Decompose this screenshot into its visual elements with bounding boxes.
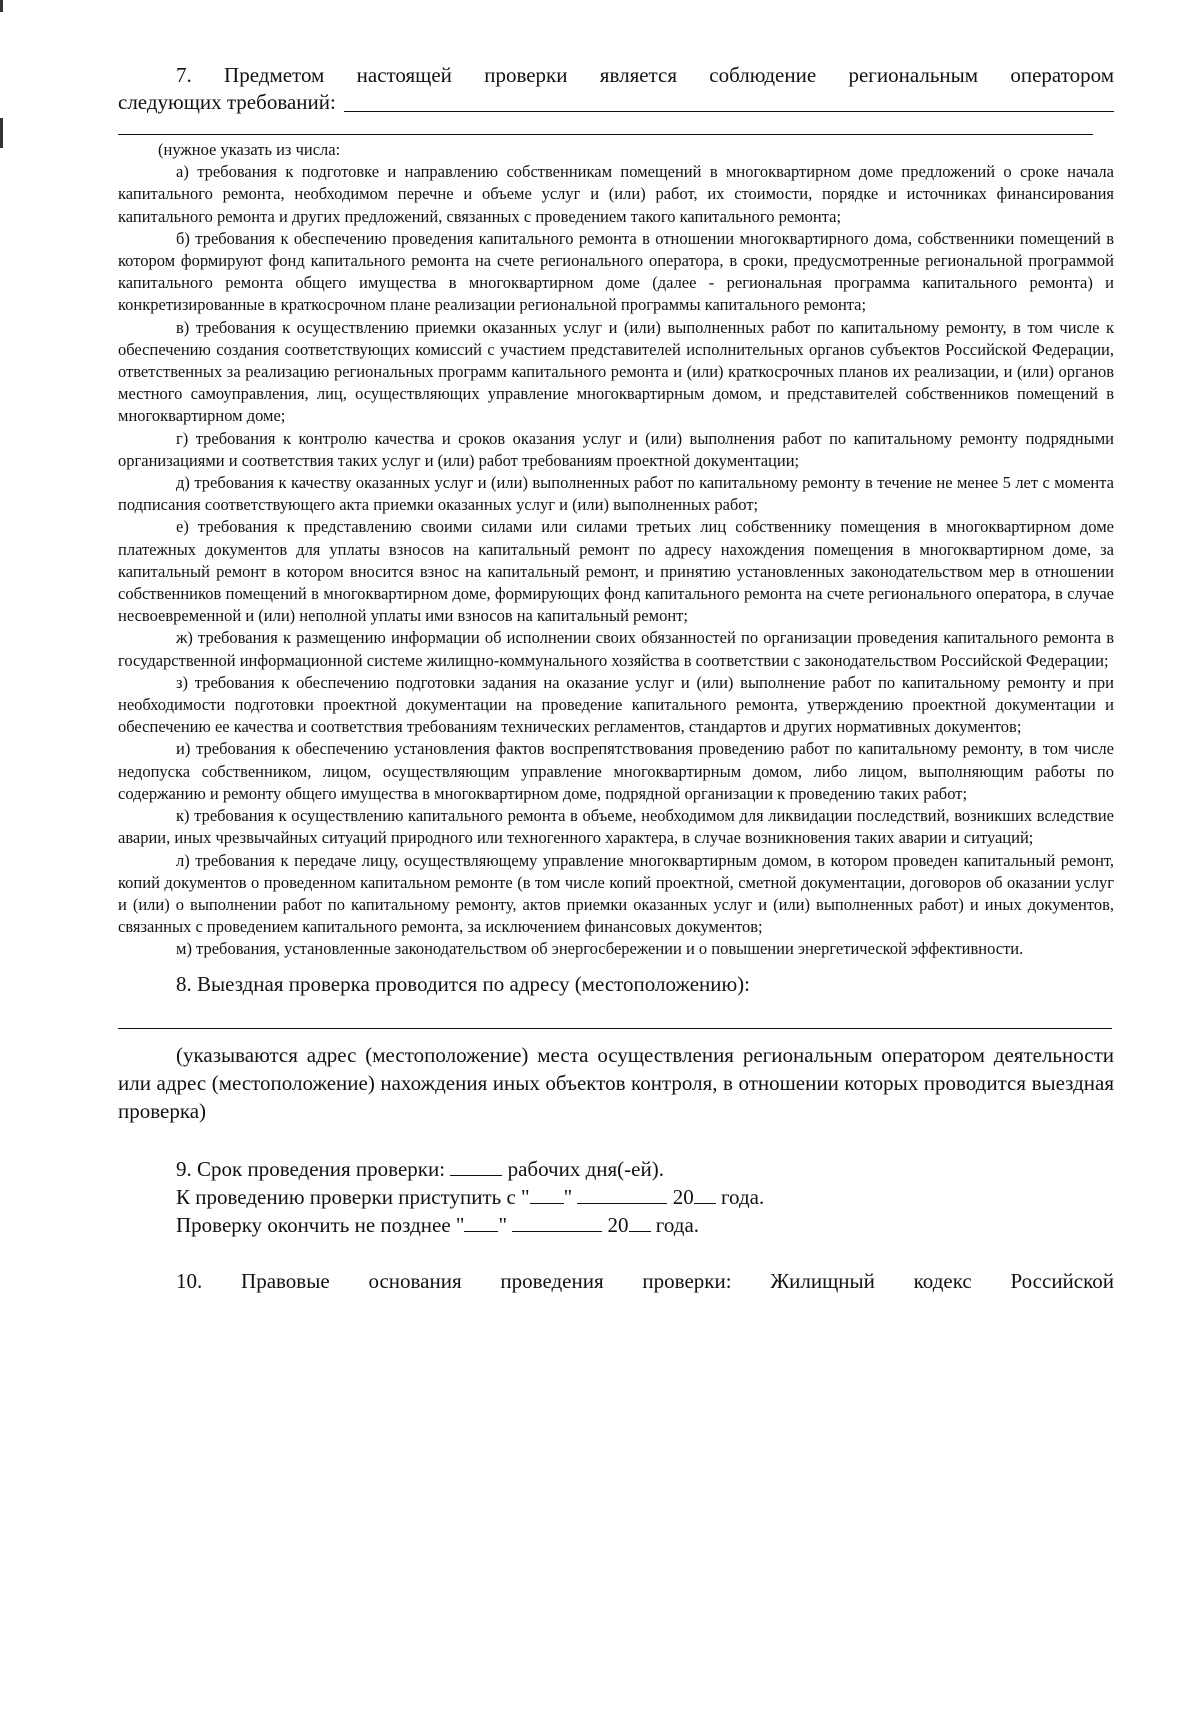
duration-days-field[interactable] [450,1159,502,1176]
quote-mark: " [498,1212,508,1237]
start-year-suffix: года. [720,1184,765,1209]
end-year-field[interactable] [629,1215,651,1232]
section-7-line-1: 7. Предметом настоящей проверки является соблюдение региональным оператором [176,63,1114,87]
section-7-label: следующих требований: [118,90,336,114]
section-7-line-2 [118,89,1114,116]
requirement-item: е) требования к представлению своими силами или силами третьих лиц собственнику помещения в многоквартирном доме платежных документов для уплаты взносов на капитальный ремонт по адресу нахождения помещения в многоквартирном доме, за капитальный ремонт в котором вносится взнос на капитальный ремонт, и принятию установленных законодательством мер в отношении собственников помещений в многоквартирном доме, формирующих фонд капитального ремонта на счете регионального оператора, в случае несвоевременной и (или) неполной уплаты ими взносов на капитальный ремонт; [118,517,1114,626]
address-input-line[interactable] [118,1028,1112,1029]
section-7 [118,62,1114,135]
requirement-item: а) требования к подготовке и направлению собственникам помещений в многоквартирном доме предложений о сроке начала капитального ремонта, необходимом перечне и объеме услуг и (или) работ, их стоимости, порядке и источниках финансирования капитального ремонта и других предложений, связанных с проведением такого капитального ремонта; [118,162,1114,226]
requirement-item: к) требования к осуществлению капитального ремонта в объеме, необходимом для ликвидации последствий, возникших вследствие аварии, иных чрезвычайных ситуаций природного или техногенного характера, в случае возникновения таких аварии и ситуаций; [118,806,1114,848]
requirement-item: б) требования к обеспечению проведения капитального ремонта в отношении многоквартирного дома, собственники помещений в котором формируют фонд капитального ремонта на счете регионального оператора, в сроки, предусмотренные региональной программой капитального ремонта общего имущества в многоквартирном доме (далее - региональная программа капитального ремонта) и конкретизированные в краткосрочном плане реализации региональной программы капитального ремонта; [118,228,1114,315]
start-year-prefix: 20 [672,1184,694,1209]
end-year-suffix: года. [655,1212,700,1237]
start-year-field[interactable] [694,1187,716,1204]
end-date-line [176,1211,1114,1239]
duration-line [176,1155,1114,1183]
requirement-item: з) требования к обеспечению подготовки задания на оказание услуг и (или) выполнение работ по капитальному ремонту и при необходимости подготовки проектной документации на проведение капитального ремонта, утверждению проектной документации и обеспечению ее качества и соответствия требованиям технических регламентов, стандартов и других нормативных документов; [118,672,1114,737]
requirement-item: м) требования, установленные законодательством об энергосбережении и о повышении энергетической эффективности. [176,939,1024,959]
start-date-label: К проведению проверки приступить с " [176,1184,530,1209]
requirements-note: (нужное указать из числа: [158,140,341,159]
requirement-item: ж) требования к размещению информации об исполнении своих обязанностей по организации проведения капитального ремонта в государственной информационной системе жилищно-коммунального хозяйства в соответствии с законодательством Российской Федерации; [118,628,1114,670]
requirement-item: в) требования к осуществлению приемки оказанных услуг и (или) выполненных работ по капитальному ремонту, в том числе к обеспечению создания соответствующих комиссий с участием представителей исполнительных органов субъектов Российской Федерации, ответственных за реализацию региональных программ капитального ремонта и (или) краткосрочных планов их реализации, и (или) органов местного самоуправления, лиц, осуществляющих управление многоквартирным домом, и представителей собственников помещений в многоквартирном доме; [118,317,1114,426]
end-year-prefix: 20 [607,1212,629,1237]
section-10: 10. Правовые основания проведения проверки: Жилищный кодекс Российской [176,1268,1114,1293]
scan-edge-mark [0,0,3,12]
requirements-input-line[interactable] [344,93,1114,112]
section-8-note: (указываются адрес (местоположение) места осуществления региональным оператором деятельности или адрес (местоположение) нахождения иных объектов контроля, в отношении которых проводится выездная проверка) [118,1042,1114,1123]
start-day-field[interactable] [530,1187,564,1204]
requirement-item: и) требования к обеспечению установления фактов воспрепятствования проведению работ по капитальному ремонту, в том числе недопуска собственником, лицом, осуществляющим управление многоквартирным домом, либо лицом, выполняющим работы по содержанию и ремонту общего имущества в многоквартирном доме, подрядной организации к проведению таких работ; [118,739,1114,803]
requirement-item: г) требования к контролю качества и сроков оказания услуг и (или) выполнения работ по капитальному ремонту подрядными организациями и соответствия таких услуг и (или) работ требованиям проектной документации; [118,428,1114,470]
requirement-item: д) требования к качеству оказанных услуг и (или) выполненных работ по капитальному ремонту в течение не менее 5 лет с момента подписания соответствующего акта приемки оказанных услуг и (или) выполненных работ; [118,473,1114,515]
duration-label: 9. Срок проведения проверки: [176,1156,446,1181]
section-9 [118,1155,1114,1239]
requirement-item: л) требования к передаче лицу, осуществляющему управление многоквартирным домом, в котором проведен капитальный ремонт, копий документов о проведенном капитальном ремонте (в том числе копий проектной, сметной документации, договоров об оказании услуг и (или) о выполнении работ по капитальному ремонту, актов приемки оказанных услуг и (или) выполненных работ) и иных документов, связанных с проведением капитального ремонта, за исключением финансовых документов; [118,850,1114,937]
start-month-field[interactable] [577,1187,667,1204]
section-8 [118,971,1114,1125]
end-month-field[interactable] [512,1215,602,1232]
quote-mark: " [563,1184,573,1209]
requirements-list [118,139,1114,961]
duration-suffix: рабочих дня(-ей). [507,1156,664,1181]
start-date-line [176,1183,1114,1211]
requirements-input-line-2[interactable] [118,134,1093,135]
end-day-field[interactable] [464,1215,498,1232]
scan-edge-mark [0,118,3,148]
end-date-label: Проверку окончить не позднее " [176,1212,465,1237]
section-8-title: 8. Выездная проверка проводится по адресу (местоположению): [176,971,751,996]
document-page [118,62,1114,1316]
